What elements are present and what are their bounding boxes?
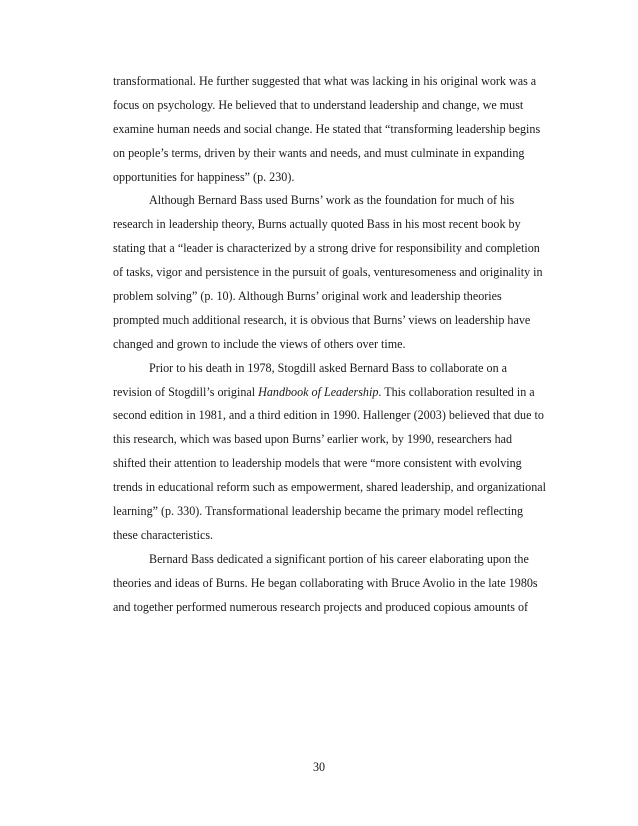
paragraph-first-line: Although Bernard Bass used Burns’ work as the foundation for much of his	[149, 193, 515, 208]
text-line: these characteristics.	[113, 527, 214, 542]
text-line-with-italic-title	[113, 381, 543, 405]
body-text	[113, 70, 546, 619]
text-line: changed and grown to include the views of others over time.	[113, 336, 406, 351]
text-line: learning” (p. 330). Transformational leadership became the primary model reflecting	[113, 504, 524, 519]
text-line: and together performed numerous research projects and produced copious amounts of	[113, 599, 529, 614]
book-title: Handbook of Leadership	[258, 384, 379, 399]
text-line: second edition in 1981, and a third edition in 1990. Hallenger (2003) believed that due to	[113, 408, 544, 423]
text-line: on people’s terms, driven by their wants and needs, and must culminate in expanding	[113, 145, 525, 160]
page-number: 30	[312, 760, 326, 774]
text-line: problem solving” (p. 10). Although Burns’ original work and leadership theories	[113, 289, 502, 304]
text-segment: revision of Stogdill’s original	[113, 384, 259, 399]
text-line: stating that a “leader is characterized by a strong drive for responsibility and completion	[113, 241, 540, 256]
text-line: opportunities for happiness” (p. 230).	[113, 169, 295, 184]
text-line: focus on psychology. He believed that to understand leadership and change, we must	[113, 97, 524, 112]
text-line: this research, which was based upon Burns’ earlier work, by 1990, researchers had	[113, 432, 513, 447]
paragraph-first-line: Bernard Bass dedicated a significant portion of his career elaborating upon the	[149, 551, 529, 566]
text-line: research in leadership theory, Burns actually quoted Bass in his most recent book by	[113, 217, 521, 232]
text-line: transformational. He further suggested that what was lacking in his original work was a	[113, 74, 537, 88]
text-segment: . This collaboration resulted in a	[378, 384, 535, 399]
text-line: theories and ideas of Burns. He began collaborating with Bruce Avolio in the late 1980s	[113, 575, 538, 590]
text-line: of tasks, vigor and persistence in the pursuit of goals, venturesomeness and originality in	[113, 265, 543, 280]
text-line: examine human needs and social change. He stated that “transforming leadership begins	[113, 121, 541, 136]
text-line: shifted their attention to leadership models that were “more consistent with evolving	[113, 456, 522, 471]
paragraph-first-line: Prior to his death in 1978, Stogdill asked Bernard Bass to collaborate on a	[149, 360, 508, 375]
text-line: prompted much additional research, it is obvious that Burns’ views on leadership have	[113, 312, 531, 327]
text-line: trends in educational reform such as empowerment, shared leadership, and organizational	[113, 480, 546, 495]
